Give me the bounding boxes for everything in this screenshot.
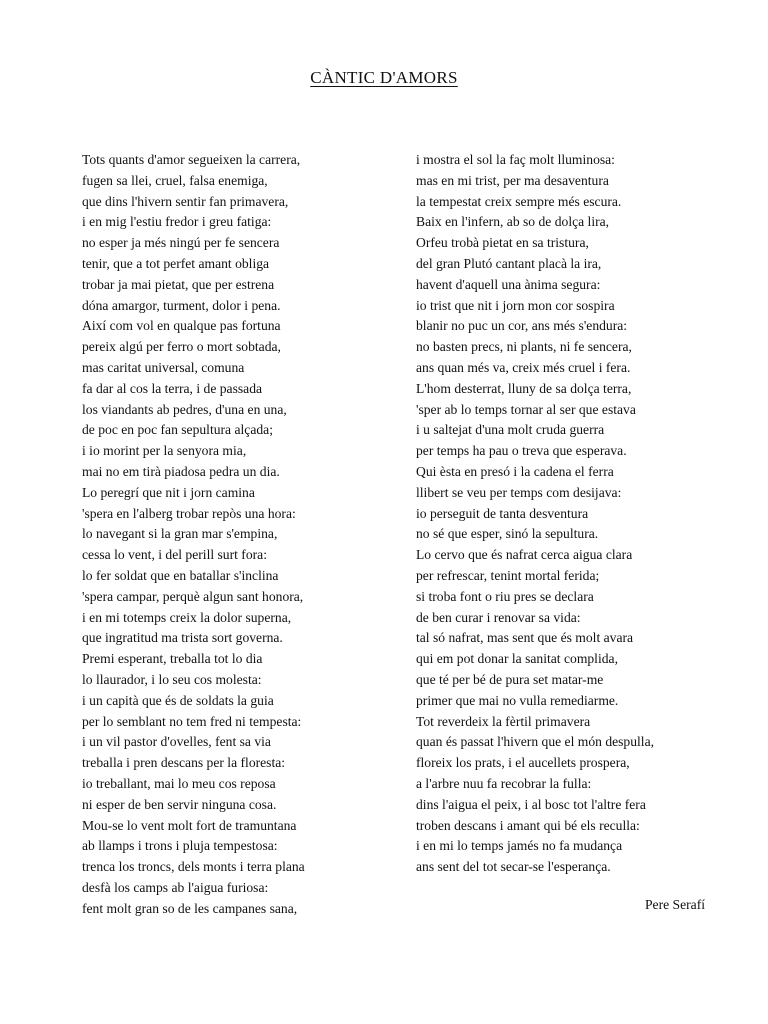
poem-line: no basten precs, ni plants, ni fe sencera, xyxy=(416,339,632,355)
poem-line: lo fer soldat que en batallar s'inclina xyxy=(82,567,279,583)
poem-line: i en mig l'estiu fredor i greu fatiga: xyxy=(82,214,272,230)
poem-line: floreix los prats, i el aucellets prospera, xyxy=(416,755,630,771)
poem-line: Qui èsta en presó i la cadena el ferra xyxy=(416,463,614,479)
poem-line: de ben curar i renovar sa vida: xyxy=(416,609,581,625)
poem-line: fent molt gran so de les campanes sana, xyxy=(82,900,298,916)
poem-line: si troba font o riu pres se declara xyxy=(416,588,594,604)
poem-line: per temps ha pau o treva que esperava. xyxy=(416,443,627,459)
poem-line: que té per bé de pura set matar-me xyxy=(416,671,604,687)
poem-line: mas en mi trist, per ma desaventura xyxy=(416,172,609,188)
poem-line: Així com vol en qualque pas fortuna xyxy=(82,318,281,334)
poem-line: quan és passat l'hivern que el món despulla, xyxy=(416,734,655,750)
poem-line: dins l'aigua el peix, i al bosc tot l'altre fera xyxy=(416,796,646,812)
poem-line: i un vil pastor d'ovelles, fent sa via xyxy=(82,734,271,750)
poem-line: fa dar al cos la terra, i de passada xyxy=(82,380,263,396)
poem-line: troben descans i amant qui bé els reculla: xyxy=(416,817,640,833)
poem-line: que ingratitud ma trista sort governa. xyxy=(82,630,283,646)
poem-line: no esper ja més ningú per fe sencera xyxy=(82,235,280,251)
poem-line: i mostra el sol la faç molt lluminosa: xyxy=(416,152,615,167)
poem-line: tenir, que a tot perfet amant obliga xyxy=(82,255,270,271)
poem-left-column xyxy=(82,150,305,919)
poem-line: tal só nafrat, mas sent que és molt avara xyxy=(416,630,634,646)
poem-line: io trist que nit i jorn mon cor sospira xyxy=(416,297,615,313)
poem-title xyxy=(0,68,768,88)
poem-line: 'spera en l'alberg trobar repòs una hora: xyxy=(82,505,296,521)
poem-line: Tot reverdeix la fèrtil primavera xyxy=(416,713,591,729)
poem-line: i en mi totemps creix la dolor superna, xyxy=(82,609,292,625)
poem-line: Tots quants d'amor segueixen la carrera, xyxy=(82,152,301,167)
poem-line: llibert se veu per temps com desijava: xyxy=(416,484,622,500)
poem-line: blanir no puc un cor, ans més s'endura: xyxy=(416,318,628,334)
poem-line: lo llaurador, i lo seu cos molesta: xyxy=(82,671,262,687)
poem-line: lo navegant si la gran mar s'empina, xyxy=(82,526,278,542)
poem-line: i un capità que és de soldats la guia xyxy=(82,692,274,708)
author-name: Pere Serafí xyxy=(644,897,705,912)
poem-line: primer que mai no vulla remediarme. xyxy=(416,692,619,708)
poem-line: i io morint per la senyora mia, xyxy=(82,443,247,459)
poem-line: de poc en poc fan sepultura alçada; xyxy=(82,422,273,438)
poem-line: dóna amargor, turment, dolor i pena. xyxy=(82,297,281,313)
poem-line: per lo semblant no tem fred ni tempesta: xyxy=(82,713,302,729)
poem-line: la tempestat creix sempre més escura. xyxy=(416,193,622,209)
poem-line: cessa lo vent, i del perill surt fora: xyxy=(82,547,267,563)
poem-line: trobar ja mai pietat, que per estrena xyxy=(82,276,275,292)
poem-line: Orfeu trobà pietat en sa tristura, xyxy=(416,235,589,251)
poem-line: io perseguit de tanta desventura xyxy=(416,505,589,521)
poem-line: treballa i pren descans per la floresta: xyxy=(82,755,286,771)
poem-line: ab llamps i trons i pluja tempestosa: xyxy=(82,838,278,854)
poem-line: no sé que esper, sinó la sepultura. xyxy=(416,526,599,542)
poem-line: i en mi lo temps jamés no fa mudança xyxy=(416,838,623,854)
poem-line: los viandants ab pedres, d'una en una, xyxy=(82,401,287,417)
poem-line: a l'arbre nuu fa recobrar la fulla: xyxy=(416,775,592,791)
poem-line: del gran Plutó cantant placà la ira, xyxy=(416,255,602,271)
poem-line: i u saltejat d'una molt cruda guerra xyxy=(416,422,605,438)
poem-line: L'hom desterrat, lluny de sa dolça terra, xyxy=(416,380,632,396)
poem-line: trenca los troncs, dels monts i terra plana xyxy=(82,859,305,875)
poem-line: que dins l'hivern sentir fan primavera, xyxy=(82,193,289,209)
poem-line: mas caritat universal, comuna xyxy=(82,359,245,375)
poem-line: per refrescar, tenint mortal ferida; xyxy=(416,567,600,583)
poem-line: qui em pot donar la sanitat complida, xyxy=(416,651,618,667)
poem-line: desfà los camps ab l'aigua furiosa: xyxy=(82,879,269,895)
poem-line: Lo cervo que és nafrat cerca aigua clara xyxy=(416,547,633,563)
poem-line: Premi esperant, treballa tot lo dia xyxy=(82,651,263,667)
poem-line: ans sent del tot secar-se l'esperança. xyxy=(416,859,611,875)
poem-line: ni esper de ben servir ninguna cosa. xyxy=(82,796,277,812)
poem-line: mai no em tirà piadosa pedra un dia. xyxy=(82,463,280,479)
poem-right-column xyxy=(416,150,654,878)
poem-line: pereix algú per ferro o mort sobtada, xyxy=(82,339,281,355)
poem-line: havent d'aquell una ànima segura: xyxy=(416,276,601,292)
poem-line: Baix en l'infern, ab so de dolça lira, xyxy=(416,214,610,230)
poem-line: 'spera campar, perquè algun sant honora, xyxy=(82,588,304,604)
poem-line: Lo peregrí que nit i jorn camina xyxy=(82,484,255,500)
poem-line: 'sper ab lo temps tornar al ser que estava xyxy=(416,401,636,417)
poem-line: ans quan més va, creix més cruel i fera. xyxy=(416,359,631,375)
poem-line: Mou-se lo vent molt fort de tramuntana xyxy=(82,817,297,833)
poem-title-text: CÀNTIC D'AMORS xyxy=(310,68,458,87)
poem-line: fugen sa llei, cruel, falsa enemiga, xyxy=(82,172,268,188)
poem-line: io treballant, mai lo meu cos reposa xyxy=(82,775,276,791)
